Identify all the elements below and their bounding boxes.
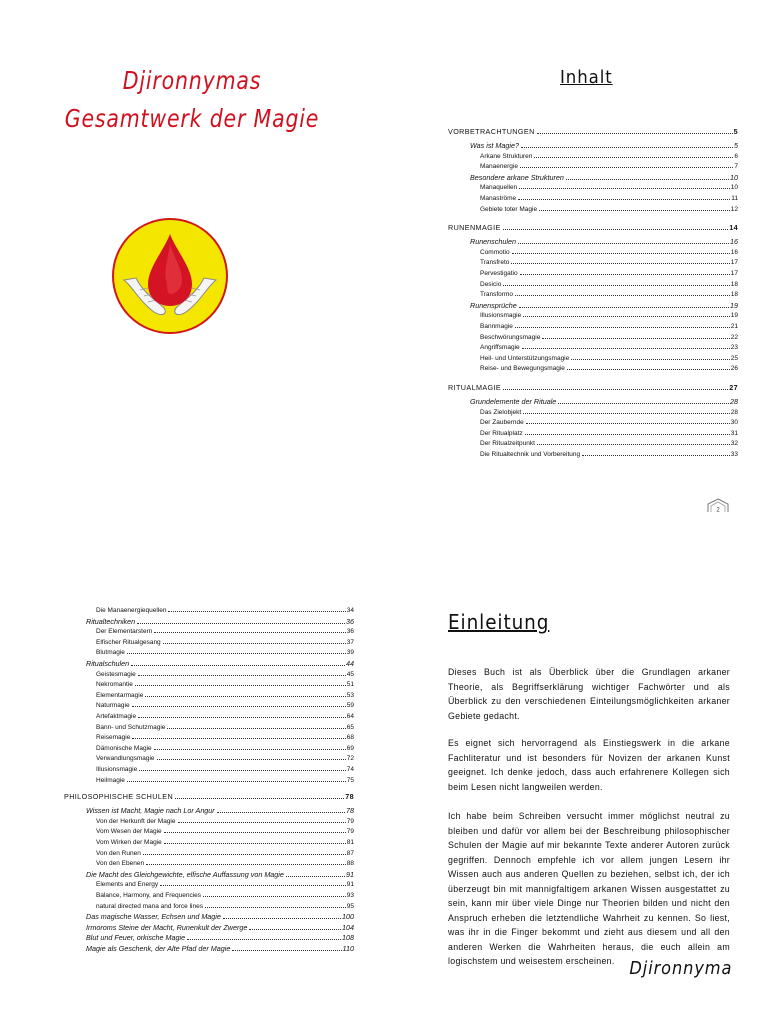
toc-leader-dots xyxy=(526,423,730,424)
toc-entry-page: 59 xyxy=(346,702,354,710)
toc-entry-label: Naturmagie xyxy=(96,702,130,710)
introduction-heading: Einleitung xyxy=(448,610,550,634)
toc-leader-dots xyxy=(567,369,730,370)
toc-entry[interactable] xyxy=(480,408,738,417)
toc-entry[interactable] xyxy=(86,944,354,953)
toc-leader-dots xyxy=(519,307,729,308)
toc-entry-label: Elementarmagie xyxy=(96,691,144,699)
toc-leader-dots xyxy=(503,229,728,230)
toc-entry-page: 12 xyxy=(730,205,738,213)
toc-leader-dots xyxy=(518,243,729,244)
toc-entry[interactable] xyxy=(96,638,354,647)
toc-entry-page: 68 xyxy=(346,734,354,742)
toc-leader-dots xyxy=(521,147,733,148)
toc-entry[interactable] xyxy=(470,237,738,246)
toc-entry-page: 21 xyxy=(730,323,738,330)
toc-entry[interactable] xyxy=(96,754,354,763)
toc-entry-page: 88 xyxy=(346,860,354,868)
toc-entry-label: Blutmagie xyxy=(96,649,125,657)
toc-entry-page: 81 xyxy=(346,839,354,846)
toc-entry-page: 72 xyxy=(346,755,354,763)
toc-entry-page: 65 xyxy=(346,723,354,731)
toc-leader-dots xyxy=(154,749,346,750)
toc-entry-page: 22 xyxy=(730,333,738,341)
toc-entry-page: 75 xyxy=(346,776,354,784)
toc-entry[interactable] xyxy=(96,838,354,847)
toc-entry-page: 74 xyxy=(346,766,354,773)
toc-entry[interactable] xyxy=(480,429,738,438)
toc-leader-dots xyxy=(518,199,730,200)
toc-entry-label: Gebiete toter Magie xyxy=(480,205,538,213)
toc-entry[interactable] xyxy=(480,311,738,320)
toc-entry[interactable] xyxy=(96,723,354,732)
toc-leader-dots xyxy=(163,643,346,644)
toc-entry[interactable] xyxy=(86,617,354,626)
toc-leader-dots xyxy=(167,728,345,729)
toc-entry-label: Dämonische Magie xyxy=(96,744,152,752)
toc-entry[interactable] xyxy=(96,680,354,689)
toc-entry-label: PHILOSOPHISCHE SCHULEN xyxy=(64,792,174,802)
toc-entry-label: Manaquellen xyxy=(480,184,518,192)
page-ornament-icon xyxy=(706,498,730,512)
toc-entry-label: Commotio xyxy=(480,248,510,256)
toc-entry[interactable] xyxy=(480,364,738,373)
toc-entry-label: Arkane Strukturen xyxy=(480,152,533,160)
contents-page xyxy=(384,0,768,512)
book-title-line-1: Djironnymas xyxy=(122,66,262,95)
toc-entry-label: Die Manaenergiequellen xyxy=(96,607,167,614)
toc-entry-label: VORBETRACHTUNGEN xyxy=(448,127,535,136)
toc-entry-label: Pervestigatio xyxy=(480,270,518,277)
toc-entry[interactable] xyxy=(480,450,738,459)
toc-entry-label: Beschwörungsmagie xyxy=(480,333,541,341)
toc-entry[interactable] xyxy=(96,670,354,679)
toc-entry[interactable] xyxy=(96,776,354,785)
toc-entry-page: 18 xyxy=(730,291,738,299)
toc-entry-label: Transfreto xyxy=(480,259,510,267)
intro-paragraph-1: Dieses Buch ist als Überblick über die Grundlagen arkaner Theorie, als Begriffserklärung wichtiger Fachwörter und als Überblick zu den verschiedenen Einteilungsmöglichkeiten arkaner Gebiete gedacht. xyxy=(448,667,730,721)
toc-entry-label: Bannmagie xyxy=(480,323,513,330)
toc-leader-dots xyxy=(168,611,345,612)
toc-entry[interactable] xyxy=(470,141,738,150)
toc-leader-dots xyxy=(164,832,346,833)
toc-entry-page: 5 xyxy=(733,127,738,136)
toc-entry-page: 39 xyxy=(346,649,354,657)
toc-entry[interactable] xyxy=(86,806,354,815)
toc-leader-dots xyxy=(145,696,345,697)
toc-entry-label: Die Ritualtechnik und Vorbereitung xyxy=(480,451,581,458)
toc-entry[interactable] xyxy=(480,343,738,352)
toc-entry-page: 91 xyxy=(346,881,354,889)
toc-entry[interactable] xyxy=(96,701,354,710)
toc-entry-page: 31 xyxy=(730,429,738,437)
toc-entry-label: Der Zaubernde xyxy=(480,419,524,427)
toc-entry[interactable] xyxy=(480,183,738,192)
toc-entry-label: Vom Wesen der Magie xyxy=(96,828,162,836)
toc-entry[interactable] xyxy=(96,712,354,721)
toc-entry-page: 16 xyxy=(730,237,738,247)
toc-entry-label: Transformo xyxy=(480,291,513,299)
toc-leader-dots xyxy=(132,738,345,739)
toc-entry[interactable] xyxy=(480,333,738,342)
toc-entry[interactable] xyxy=(86,659,354,668)
toc-entry-page: 110 xyxy=(342,944,354,953)
toc-entry-page: 87 xyxy=(346,849,354,857)
toc-entry-page: 36 xyxy=(346,628,354,636)
toc-entry[interactable] xyxy=(448,127,738,136)
toc-entry-page: 108 xyxy=(342,933,354,943)
toc-entry[interactable] xyxy=(480,418,738,427)
toc-entry-label: RUNENMAGIE xyxy=(448,223,501,233)
toc-leader-dots xyxy=(157,759,346,760)
toc-entry-label: Geistesmagie xyxy=(96,670,136,678)
toc-entry-page: 14 xyxy=(729,223,738,233)
toc-entry-label: Von den Runen xyxy=(96,849,141,857)
toc-entry[interactable] xyxy=(480,354,738,363)
toc-leader-dots xyxy=(154,632,345,633)
toc-leader-dots xyxy=(523,413,730,414)
toc-entry-page: 5 xyxy=(734,141,738,150)
toc-entry-label: Heil- und Unterstützungsmagie xyxy=(480,354,570,362)
toc-entry-page: 93 xyxy=(346,892,354,899)
toc-leader-dots xyxy=(512,253,730,254)
toc-entry[interactable] xyxy=(448,383,738,392)
toc-entry-label: Ritualtechniken xyxy=(86,616,136,626)
toc-entry-page: 34 xyxy=(346,607,354,614)
toc-entry-page: 19 xyxy=(730,300,738,310)
toc-entry-label: Verwandlungsmagie xyxy=(96,755,155,763)
toc-entry[interactable] xyxy=(86,933,354,942)
toc-entry-page: 78 xyxy=(345,792,354,802)
toc-entry-page: 7 xyxy=(734,163,738,171)
toc-leader-dots xyxy=(539,210,730,211)
toc-entry-page: 64 xyxy=(346,713,354,720)
toc-leader-dots xyxy=(187,939,341,940)
toc-entry-page: 28 xyxy=(730,408,738,416)
toc-entry[interactable] xyxy=(96,849,354,858)
toc-entry[interactable] xyxy=(96,648,354,657)
toc-entry-label: Heilmagie xyxy=(96,776,125,784)
toc-entry-page: 18 xyxy=(730,280,738,288)
toc-entry-label: Manaströme xyxy=(480,195,517,202)
toc-entry-label: Die Macht des Gleichgewichte, elfische Auffassung von Magie xyxy=(86,869,284,879)
toc-entry-page: 37 xyxy=(346,638,354,646)
toc-entry[interactable] xyxy=(96,902,354,911)
toc-entry-label: RITUALMAGIE xyxy=(448,383,502,392)
toc-entry-page: 79 xyxy=(346,817,354,825)
toc-leader-dots xyxy=(139,770,346,771)
toc-entry-label: Der Ritualzeitpunkt xyxy=(480,440,535,448)
toc-leader-dots xyxy=(143,854,346,855)
toc-entry-page: 26 xyxy=(730,365,738,373)
magic-emblem-icon xyxy=(110,216,230,336)
toc-entry[interactable] xyxy=(96,765,354,774)
toc-entry-page: 53 xyxy=(346,691,354,699)
toc-leader-dots xyxy=(138,717,346,718)
toc-entry-page: 100 xyxy=(342,912,354,922)
toc-leader-dots xyxy=(131,665,345,666)
toc-entry[interactable] xyxy=(480,194,738,203)
toc-entry[interactable] xyxy=(96,880,354,889)
toc-leader-dots xyxy=(132,706,346,707)
toc-leader-dots xyxy=(522,348,730,349)
toc-entry-page: 11 xyxy=(731,195,738,202)
toc-leader-dots xyxy=(537,133,733,134)
toc-entry-page: 69 xyxy=(346,744,354,752)
toc-entry[interactable] xyxy=(480,280,738,289)
toc-entry-page: 78 xyxy=(346,806,354,816)
toc-leader-dots xyxy=(542,338,729,339)
toc-entry-label: Angriffsmagie xyxy=(480,344,520,352)
toc-entry[interactable] xyxy=(480,162,738,171)
toc-leader-dots xyxy=(223,918,341,919)
toc-entry-label: Illusionsmagie xyxy=(96,766,138,773)
toc-entry-page: 79 xyxy=(346,828,354,836)
toc-entry-label: Desicio xyxy=(480,280,502,288)
toc-leader-dots xyxy=(566,179,729,180)
toc-entry-page: 17 xyxy=(730,259,738,267)
toc-entry-label: Illusionsmagie xyxy=(480,312,522,320)
toc-entry-label: Elements and Energy xyxy=(96,881,159,889)
toc-leader-dots xyxy=(286,876,345,877)
toc-entry-label: Grundelemente der Rituale xyxy=(470,397,557,406)
toc-entry[interactable] xyxy=(480,248,738,257)
toc-leader-dots xyxy=(217,812,345,813)
toc-entry-page: 27 xyxy=(729,383,738,392)
toc-entry-label: Das magische Wasser, Echsen und Magie xyxy=(86,912,221,922)
toc-entry-page: 33 xyxy=(730,451,738,458)
intro-paragraph-3: Ich habe beim Schreiben versucht immer möglichst neutral zu bleiben und dafür vor allem bei der Beschreibung philosophischer Schulen der Magie auf mir bekannte Texte anderer Autoren zurück gegriffen. Dennoch empfehle ich vor allem jungen Lesern ihr Wissen auch aus anderen Quellen zu beziehen, selbst ich, der ich überzeugt bin mit mannigfaltigem arkanen Wissen ausgestattet zu sein, kann mir über viele Dinge nur Theorien bilden und nicht den Anspruch erheben die letztendliche Wahrheit zu kennen. So liest, was ihr in die Finger bekommt und zieht aus diesem und all den anderen Werken die Wahrheiten heraus, die euch allein am logischstem und weisestem erscheinen. xyxy=(448,811,730,966)
toc-entry[interactable] xyxy=(96,891,354,900)
toc-entry-label: Irmoroms Steine der Macht, Runenkult der Zwerge xyxy=(86,922,248,932)
toc-entry-label: Ritualschulen xyxy=(86,659,130,668)
toc-entry[interactable] xyxy=(96,827,354,836)
toc-entry-label: Was ist Magie? xyxy=(470,141,519,150)
toc-entry-label: Blut und Feuer, orkische Magie xyxy=(86,933,186,943)
toc-entry-page: 16 xyxy=(730,248,738,256)
toc-leader-dots xyxy=(503,285,729,286)
toc-leader-dots xyxy=(534,157,733,158)
toc-leader-dots xyxy=(511,263,729,264)
toc-entry[interactable] xyxy=(96,817,354,826)
toc-entry-label: Wissen ist Macht, Magie nach Lor Angur xyxy=(86,806,215,816)
toc-entry-page: 10 xyxy=(730,172,738,182)
toc-entry[interactable] xyxy=(470,173,738,182)
toc-leader-dots xyxy=(525,434,730,435)
page-number: 2 xyxy=(716,507,720,514)
toc-leader-dots xyxy=(520,167,733,168)
toc-entry-label: Runensprüche xyxy=(470,300,517,310)
toc-entry-page: 95 xyxy=(346,902,354,910)
toc-leader-dots xyxy=(135,685,346,686)
toc-entry[interactable] xyxy=(96,606,354,615)
toc-entry-label: Der Elementarstern xyxy=(96,628,153,636)
toc-leader-dots xyxy=(249,929,341,930)
toc-entry-page: 51 xyxy=(346,681,354,689)
toc-leader-dots xyxy=(519,188,730,189)
toc-entry[interactable] xyxy=(96,859,354,868)
toc-leader-dots xyxy=(523,316,730,317)
contents-page-continued xyxy=(0,512,384,1024)
toc-entry-page: 6 xyxy=(734,152,738,160)
toc-entry-label: Runenschulen xyxy=(470,237,516,247)
toc-entry[interactable] xyxy=(470,301,738,310)
toc-entry-page: 36 xyxy=(346,616,354,626)
toc-leader-dots xyxy=(515,295,730,296)
toc-entry-page: 91 xyxy=(346,869,354,879)
toc-entry-page: 19 xyxy=(730,312,738,320)
toc-leader-dots xyxy=(232,950,341,951)
toc-entry[interactable] xyxy=(480,258,738,267)
toc-entry-label: Balance, Harmony, and Frequencies xyxy=(96,892,202,899)
toc-entry-label: Elfischer Ritualgesang xyxy=(96,638,161,646)
toc-entry[interactable] xyxy=(86,870,354,879)
toc-leader-dots xyxy=(520,274,730,275)
toc-leader-dots xyxy=(582,455,730,456)
toc-leader-dots xyxy=(175,798,344,799)
introduction-page xyxy=(384,512,768,1024)
toc-entry-label: Vom Wirken der Magie xyxy=(96,839,162,846)
toc-entry-label: Von den Ebenen xyxy=(96,860,145,868)
toc-entry[interactable] xyxy=(96,691,354,700)
toc-entry-label: Reise- und Bewegungsmagie xyxy=(480,365,565,373)
toc-entry[interactable] xyxy=(96,733,354,742)
toc-entry[interactable] xyxy=(96,627,354,636)
contents-heading: Inhalt xyxy=(560,67,613,88)
toc-entry-label: Manaenergie xyxy=(480,163,518,171)
toc-entry-page: 45 xyxy=(346,670,354,678)
toc-leader-dots xyxy=(160,885,346,886)
toc-entry[interactable] xyxy=(470,397,738,406)
author-signature: Djironnyma xyxy=(629,958,732,979)
toc-entry-page: 104 xyxy=(342,922,354,932)
toc-entry[interactable] xyxy=(480,290,738,299)
toc-leader-dots xyxy=(146,864,346,865)
toc-entry-page: 28 xyxy=(730,397,738,406)
toc-entry-label: Nekromantie xyxy=(96,681,133,689)
toc-entry-label: Artefaktmagie xyxy=(96,713,137,720)
toc-entry-page: 32 xyxy=(730,440,738,448)
toc-entry-label: Bann- und Schutzmagie xyxy=(96,723,166,731)
toc-entry-label: Magie als Geschenk, der Alte Pfad der Magie xyxy=(86,944,231,953)
toc-leader-dots xyxy=(515,327,730,328)
toc-leader-dots xyxy=(127,653,346,654)
toc-leader-dots xyxy=(205,907,346,908)
toc-entry[interactable] xyxy=(86,923,354,932)
toc-entry-page: 30 xyxy=(730,419,738,427)
toc-entry[interactable] xyxy=(448,223,738,232)
toc-entry-label: Reisemagie xyxy=(96,734,131,742)
toc-entry[interactable] xyxy=(480,269,738,278)
toc-leader-dots xyxy=(164,843,346,844)
toc-leader-dots xyxy=(203,896,346,897)
title-page xyxy=(0,0,384,512)
toc-entry[interactable] xyxy=(86,912,354,921)
toc-entry-page: 23 xyxy=(730,344,738,352)
toc-leader-dots xyxy=(537,444,730,445)
toc-entry-page: 17 xyxy=(730,270,738,277)
toc-leader-dots xyxy=(137,623,345,624)
toc-entry-page: 44 xyxy=(346,659,354,668)
toc-leader-dots xyxy=(558,403,729,404)
toc-entry[interactable] xyxy=(64,792,354,801)
toc-leader-dots xyxy=(127,781,346,782)
book-title-line-2: Gesamtwerk der Magie xyxy=(64,104,320,133)
toc-entry-label: Der Ritualplatz xyxy=(480,429,523,437)
toc-entry-label: Das Zielobjekt xyxy=(480,408,522,416)
toc-entry[interactable] xyxy=(480,205,738,214)
toc-entry-label: Besondere arkane Strukturen xyxy=(470,172,564,182)
toc-entry-label: Von der Herkunft der Magie xyxy=(96,817,176,825)
toc-entry-label: natural directed mana and force lines xyxy=(96,902,203,910)
intro-paragraph-2: Es eignet sich hervorragend als Einstiegswerk in die arkane Fachliteratur und ist besonders für Novizen der arkanen Kunst geeignet. Ich denke jedoch, dass auch erfahrenere Kollegen sich beim Lesen nicht langweilen werden. xyxy=(448,738,730,792)
toc-leader-dots xyxy=(178,822,346,823)
toc-entry[interactable] xyxy=(480,439,738,448)
toc-leader-dots xyxy=(571,359,730,360)
toc-leader-dots xyxy=(138,675,346,676)
toc-entry-page: 25 xyxy=(730,354,738,362)
toc-leader-dots xyxy=(503,389,728,390)
toc-entry[interactable] xyxy=(480,152,738,161)
toc-entry[interactable] xyxy=(96,744,354,753)
toc-entry-page: 10 xyxy=(730,184,738,192)
toc-entry[interactable] xyxy=(480,322,738,331)
